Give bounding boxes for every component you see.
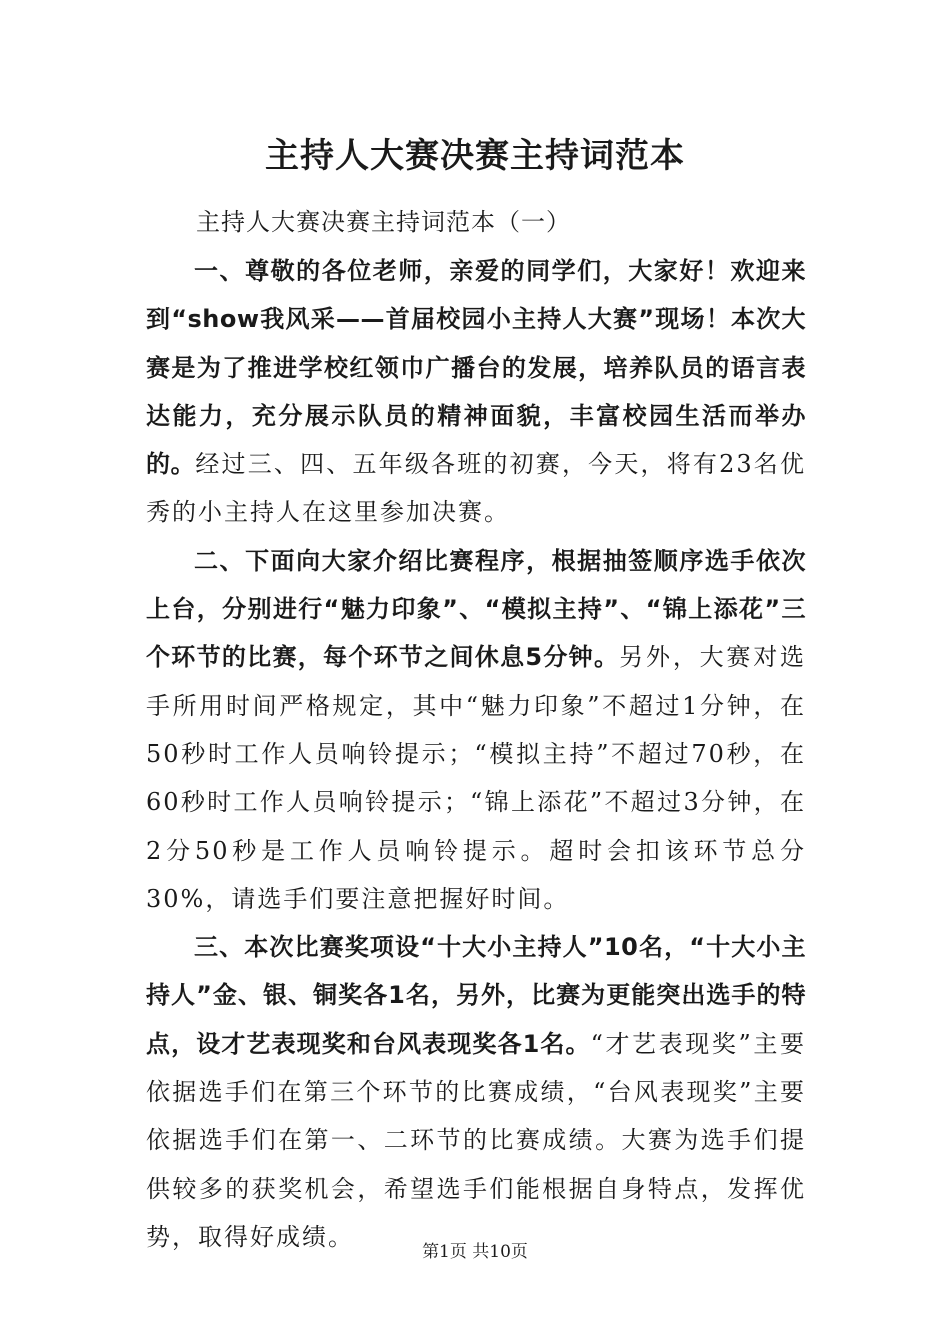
paragraph-1-bold: 一、尊敬的各位老师，亲爱的同学们，大家好！欢迎来到“show我风采——首届校园小主持人大赛”现场！本次大赛是为了推进学校红领巾广播台的发展，培养队员的语言表达能力，充分展示队员的精神面貌，丰富校园生活而举办的。	[146, 257, 806, 479]
paragraph-3-bold: 三、本次比赛奖项设“十大小主持人”10名，“十大小主持人”金、银、铜奖各1名，另外，比赛为更能突出选手的特点，设才艺表现奖和台风表现奖各1名。	[146, 933, 806, 1058]
paragraph-2	[146, 538, 806, 924]
paragraph-2-bold: 二、下面向大家介绍比赛程序，根据抽签顺序选手依次上台，分别进行“魅力印象”、“模拟主持”、“锦上添花”三个环节的比赛，每个环节之间休息5分钟。	[146, 546, 806, 672]
document-subtitle: 主持人大赛决赛主持词范本（一）	[196, 208, 571, 236]
paragraph-3	[146, 924, 806, 1262]
paragraph-3-normal: “才艺表现奖”主要依据选手们在第三个环节的比赛成绩，“台风表现奖”主要依据选手们在第一、二环节的比赛成绩。大赛为选手们提供较多的获奖机会，希望选手们能根据自身特点，发挥优势，取得好成绩。	[146, 1029, 806, 1251]
page-title: 主持人大赛决赛主持词范本	[265, 136, 685, 176]
paragraph-2-normal: 另外，大赛对选手所用时间严格规定，其中“魅力印象”不超过1分钟，在50秒时工作人员响铃提示；“模拟主持”不超过70秒，在60秒时工作人员响铃提示；“锦上添花”不超过3分钟，在2分50秒是工作人员响铃提示。超时会扣该环节总分30%，请选手们要注意把握好时间。	[146, 643, 807, 913]
paragraph-1-normal: 经过三、四、五年级各班的初赛，今天，将有23名优秀的小主持人在这里参加决赛。	[146, 450, 806, 527]
paragraph-1	[146, 248, 806, 538]
page-number-footer: 第1页 共10页	[422, 1242, 528, 1262]
document-body	[146, 248, 806, 1262]
